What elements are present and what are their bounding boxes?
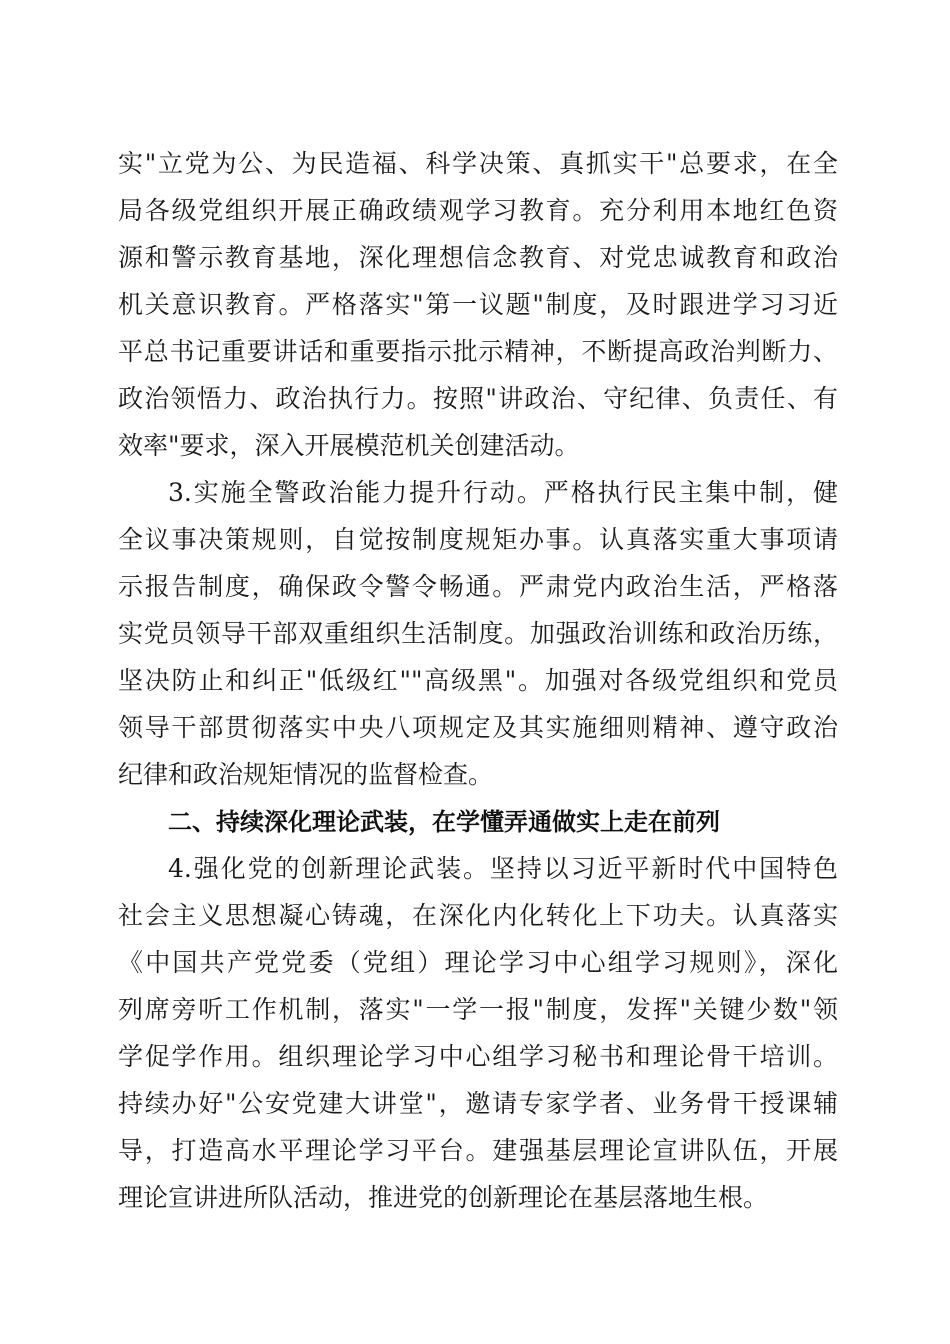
text-line: 社会主义思想凝心铸魂，在深化内化转化上下功夫。认真落实 [118,901,838,930]
text-line: 4.强化党的创新理论武装。坚持以习近平新时代中国特色 [168,854,838,883]
text-line: 坚决防止和纠正"低级红""高级黑"。加强对各级党组织和党员 [118,666,838,695]
text-line: 全议事决策规则，自觉按制度规矩办事。认真落实重大事项请 [118,525,838,554]
text-line: 政治领悟力、政治执行力。按照"讲政治、守纪律、负责任、有 [118,384,838,413]
text-line: 导，打造高水平理论学习平台。建强基层理论宣讲队伍，开展 [118,1136,838,1165]
text-line: 持续办好"公安党建大讲堂"，邀请专家学者、业务骨干授课辅 [118,1089,838,1118]
text-line: 理论宣讲进所队活动，推进党的创新理论在基层落地生根。 [118,1183,769,1212]
text-line: 实党员领导干部双重组织生活制度。加强政治训练和政治历练， [118,619,838,648]
text-line: 3.实施全警政治能力提升行动。严格执行民主集中制，健 [168,478,838,507]
text-line: 效率"要求，深入开展模范机关创建活动。 [118,431,580,460]
text-line: 平总书记重要讲话和重要指示批示精神，不断提高政治判断力、 [118,337,838,366]
section-heading: 二、持续深化理论武装，在学懂弄通做实上走在前列 [168,808,720,836]
text-line: 示报告制度，确保政令警令畅通。严肃党内政治生活，严格落 [118,572,838,601]
text-line: 源和警示教育基地，深化理想信念教育、对党忠诚教育和政治 [118,243,838,272]
text-line: 实"立党为公、为民造福、科学决策、真抓实干"总要求，在全 [118,149,838,178]
text-line: 列席旁听工作机制，落实"一学一报"制度，发挥"关键少数"领 [118,995,838,1024]
text-line: 学促学作用。组织理论学习中心组学习秘书和理论骨干培训。 [118,1042,838,1071]
text-line: 机关意识教育。严格落实"第一议题"制度，及时跟进学习习近 [118,290,838,319]
text-line: 局各级党组织开展正确政绩观学习教育。充分利用本地红色资 [118,196,838,225]
text-line: 领导干部贯彻落实中央八项规定及其实施细则精神、遵守政治 [118,713,838,742]
text-line: 《中国共产党党委（党组）理论学习中心组学习规则》，深化 [118,948,838,977]
text-line: 纪律和政治规矩情况的监督检查。 [118,760,494,789]
